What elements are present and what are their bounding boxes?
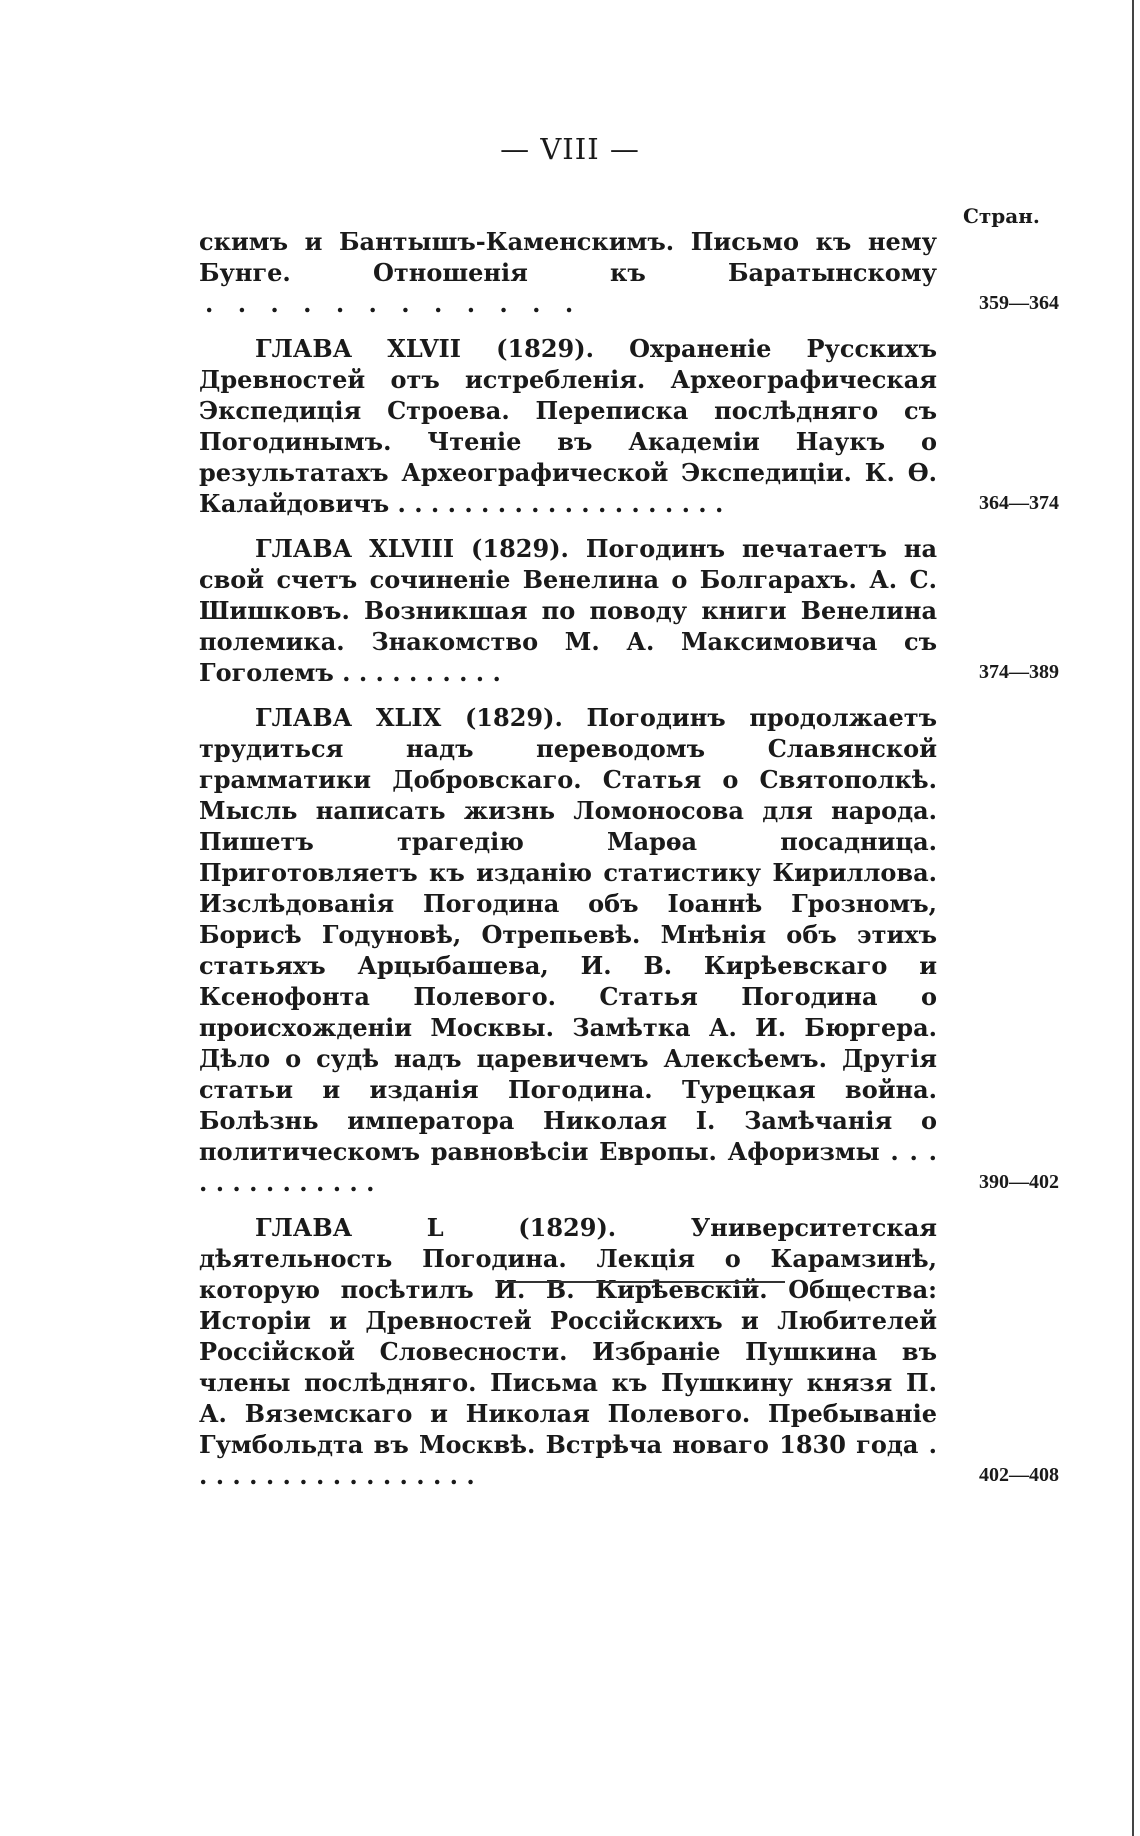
toc-entry-text: ГЛАВА L (1829). Университетская дѣятельность Погодина. Лекція о Карамзинѣ, которую посѣтилъ И. В. Кирѣевскій. Общества: Исторіи и Древностей Россійскихъ и Любителей Россійской Словесности. Избраніе Пушкина въ члены послѣдняго. Письма къ Пушкину князя П. А. Вяземскаго и Николая Полевого. Пребываніе Гумбольдта въ Москвѣ. Встрѣча новаго 1830 года . . . . . . . . . . . . . . . . . . [199, 1213, 938, 1490]
toc-entry-pages: 359—364 [979, 292, 1059, 314]
toc-entry [199, 333, 1059, 519]
toc-entry [199, 226, 1059, 319]
leader-dots: . . . . . . . . . . . . . . . . . . . . [389, 489, 724, 518]
toc-entry [199, 533, 1059, 688]
toc-entry-pages: 402—408 [979, 1464, 1059, 1486]
toc-entry-text: ГЛАВА XLVIII (1829). Погодинъ печатаетъ на свой счетъ сочиненіе Венелина о Болгарахъ. А. С. Шишковъ. Возникшая по поводу книги Венелина полемика. Знакомство М. А. Максимовича съ Гоголемъ . . . . . . . . . . [199, 534, 937, 687]
toc-entry-text: ГЛАВА XLVII (1829). Охраненіе Русскихъ Древностей отъ истребленія. Археографическая Экспедиція Строева. Переписка послѣдняго съ Погодинымъ. Чтеніе въ Академіи Наукъ о результатахъ Археографической Экспедиціи. К. Ѳ. Калайдовичъ . . . . . . . . . . . . . . . . . . . . [199, 334, 937, 518]
end-rule [497, 1281, 785, 1283]
toc-entry-pages: 390—402 [979, 1171, 1059, 1193]
table-of-contents [199, 226, 1059, 1505]
leader-dots: . . . . . . . . . . [333, 658, 501, 687]
toc-entry-text: скимъ и Бантышъ-Каменскимъ. Письмо къ нему Бунге. Отношенія къ Баратынскому . . . . . . . . . . . . [199, 227, 937, 318]
toc-entry-text: ГЛАВА XLIX (1829). Погодинъ продолжаетъ трудиться надъ переводомъ Славянской грамматики Добровскаго. Статья о Святополкѣ. Мысль написать жизнь Ломоносова для народа. Пишетъ трагедію Марѳа посадница. Приготовляетъ къ изданію статистику Кириллова. Изслѣдованія Погодина объ Іоаннѣ Грозномъ, Борисѣ Годуновѣ, Отрепьевѣ. Мнѣнія объ этихъ статьяхъ Арцыбашева, И. В. Кирѣевскаго и Ксенофонта Полевого. Статья Погодина о происхожденіи Москвы. Замѣтка А. И. Бюргера. Дѣло о судѣ надъ царевичемъ Алексѣемъ. Другія статьи и изданія Погодина. Турецкая война. Болѣзнь императора Николая I. Замѣчанія о политическомъ равновѣсіи Европы. Афоризмы . . . . . . . . . . . . . . [199, 703, 937, 1197]
leader-dots: . . . . . . . . . . . . . . . . . . [199, 1430, 938, 1490]
toc-entry [199, 702, 1059, 1198]
toc-entry-pages: 374—389 [979, 661, 1059, 683]
page-edge [1132, 0, 1134, 1836]
toc-entry [199, 1212, 1059, 1491]
page-header: — VIII — [500, 132, 640, 166]
toc-entry-pages: 364—374 [979, 492, 1059, 514]
leader-dots: . . . . . . . . . . . . . . [199, 1137, 937, 1197]
leader-dots: . . . . . . . . . . . . [205, 289, 582, 318]
pages-column-label: Стран. [963, 204, 1040, 228]
